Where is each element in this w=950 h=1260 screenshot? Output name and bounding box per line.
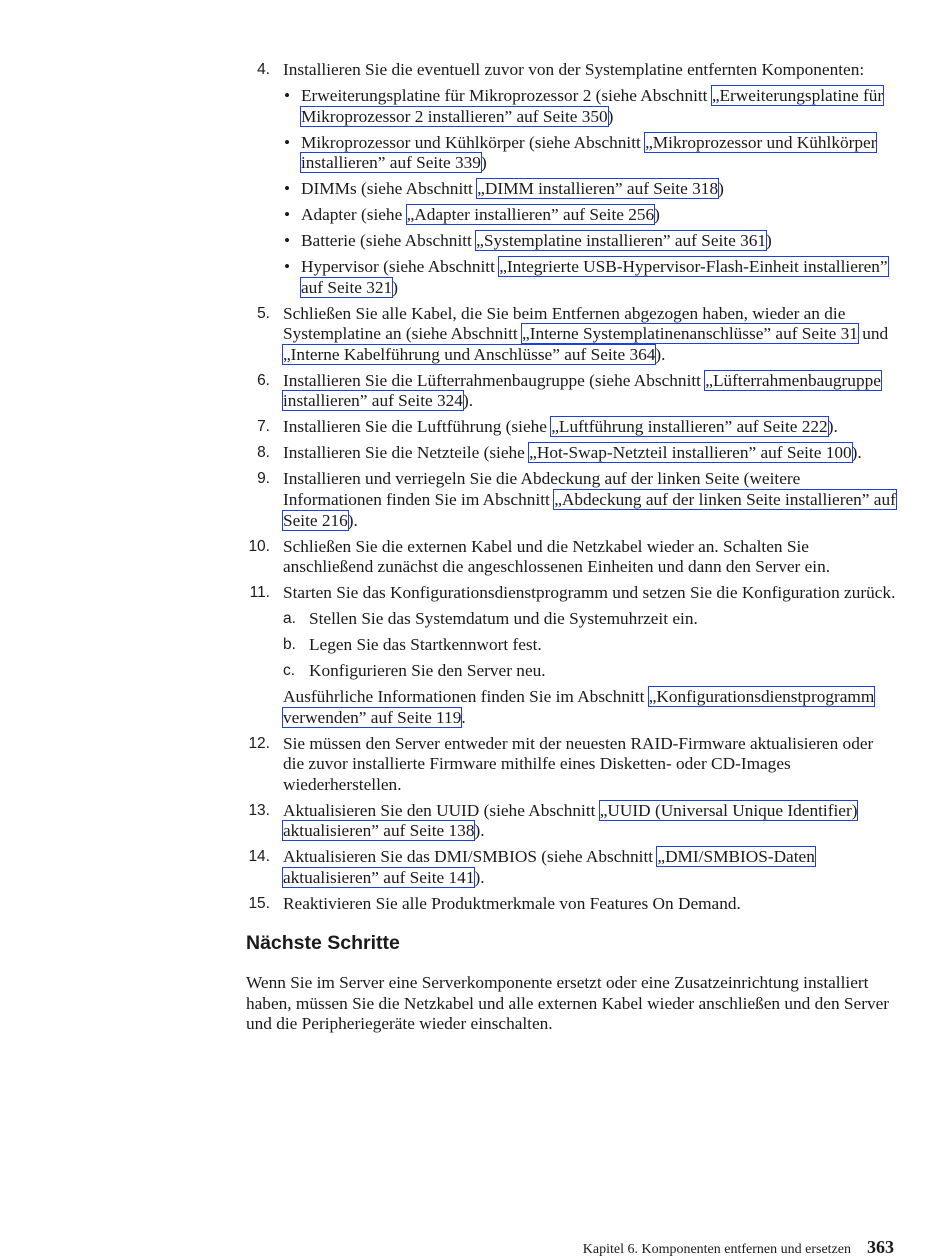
step-text: Reaktivieren Sie alle Produktmerkmale von Features On Demand. xyxy=(283,893,741,913)
step-9 xyxy=(246,469,898,531)
step-text: Installieren und verriegeln Sie die Abdeckung auf der linken Seite (weitere Informationen finden Sie im Abschnitt xyxy=(283,469,801,509)
procedure-steps xyxy=(246,60,898,915)
step-number: 15. xyxy=(248,894,270,912)
substep-mark: a. xyxy=(283,610,296,628)
cross-reference-link[interactable]: „Interne Kabelführung und Anschlüsse” auf Seite 364 xyxy=(283,344,656,364)
step-number: 9. xyxy=(257,470,270,488)
cross-reference-link[interactable]: „Interne Systemplatinenanschlüsse” auf Seite 31 xyxy=(522,324,858,344)
step-13 xyxy=(246,801,898,842)
section-paragraph: Wenn Sie im Server eine Serverkomponente ersetzt oder eine Zusatzeinrichtung installiert haben, müssen Sie die Netzkabel und alle externen Kabel wieder anschließen und den Server und die Peripheriegeräte wieder einschalten. xyxy=(246,973,890,1034)
step-punct: ). xyxy=(347,510,358,530)
item-text: Batterie (siehe Abschnitt xyxy=(301,231,477,251)
cross-reference-link[interactable]: „Lüfterrahmenbaugruppe installieren” auf Seite 324 xyxy=(283,370,881,411)
note-punct: . xyxy=(461,707,466,727)
step-number: 14. xyxy=(248,848,270,866)
item-text: Adapter (siehe xyxy=(301,205,407,225)
step-punct: ). xyxy=(462,391,474,411)
substep-mark: c. xyxy=(283,662,296,680)
substep-text: Stellen Sie das Systemdatum und die Systemuhrzeit ein. xyxy=(309,609,698,629)
step-10 xyxy=(246,537,898,578)
substep xyxy=(283,635,898,656)
step-punct: ). xyxy=(655,344,666,364)
step-text: Aktualisieren Sie den UUID (siehe Abschnitt xyxy=(283,800,600,820)
cross-reference-link[interactable]: „Systemplatine installieren” auf Seite 361 xyxy=(476,231,767,251)
bullet-icon: • xyxy=(284,85,291,105)
list-item xyxy=(283,133,898,174)
list-item xyxy=(283,205,898,226)
step-text: Sie müssen den Server entweder mit der neuesten RAID-Firmware aktualisieren oder die zuvor installierte Firmware mithilfe eines Disketten- oder CD-Images wiederherstellen. xyxy=(283,733,874,794)
bullet-icon: • xyxy=(284,179,291,199)
cross-reference-link[interactable]: „Adapter installieren” auf Seite 256 xyxy=(406,205,655,225)
note-text: Ausführliche Informationen finden Sie im Abschnitt xyxy=(283,687,649,707)
step-text: Installieren Sie die eventuell zuvor von der Systemplatine entfernten Komponenten: xyxy=(283,60,865,79)
substep-mark: b. xyxy=(283,636,296,654)
step-number: 12. xyxy=(248,734,270,752)
cross-reference-link[interactable]: „UUID (Universal Unique Identifier) aktualisieren” auf Seite 138 xyxy=(283,800,858,841)
section-heading: Nächste Schritte xyxy=(246,931,400,954)
bullet-icon: • xyxy=(284,257,291,277)
item-text: Mikroprozessor und Kühlkörper (siehe Abschnitt xyxy=(301,132,646,152)
step-6 xyxy=(246,371,898,412)
cross-reference-link[interactable]: „DMI/SMBIOS-Daten aktualisieren” auf Seite 141 xyxy=(283,847,815,887)
step-text: Schließen Sie die externen Kabel und die Netzkabel wieder an. Schalten Sie anschließend zunächst die angeschlossenen Einheiten und dann den Server ein. xyxy=(283,536,831,577)
step-punct: ). xyxy=(474,868,485,887)
step-4 xyxy=(246,60,898,298)
step-punct: ). xyxy=(851,443,862,463)
step-punct: ). xyxy=(474,821,485,841)
step-15 xyxy=(246,894,898,915)
cross-reference-link[interactable]: „Konfigurationsdienstprogramm verwenden” auf Seite 119 xyxy=(283,687,875,727)
step-12 xyxy=(246,734,898,796)
substep xyxy=(283,609,898,630)
bullet-icon: • xyxy=(284,205,291,225)
cross-reference-link[interactable]: „Hot-Swap-Netzteil installieren” auf Seite 100 xyxy=(529,443,852,463)
item-punct: ) xyxy=(654,205,660,225)
substep-text: Legen Sie das Startkennwort fest. xyxy=(309,635,542,655)
step-number: 8. xyxy=(257,444,270,462)
cross-reference-link[interactable]: „Mikroprozessor und Kühlkörper installieren” auf Seite 339 xyxy=(301,132,877,173)
item-text: DIMMs (siehe Abschnitt xyxy=(301,179,478,199)
step-number: 7. xyxy=(257,418,270,436)
bullet-icon: • xyxy=(284,132,291,152)
step-11 xyxy=(246,583,898,728)
list-item xyxy=(283,179,898,200)
cross-reference-link[interactable]: „Abdeckung auf der linken Seite installieren” auf Seite 216 xyxy=(283,489,896,530)
item-punct: ) xyxy=(392,277,398,297)
step-7 xyxy=(246,417,898,438)
step-number: 10. xyxy=(248,537,270,555)
step-text: Aktualisieren Sie das DMI/SMBIOS (siehe Abschnitt xyxy=(283,847,658,867)
step-number: 11. xyxy=(249,584,270,602)
item-text: Erweiterungsplatine für Mikroprozessor 2 (siehe Abschnitt xyxy=(301,85,712,105)
step-number: 6. xyxy=(257,371,270,389)
step-14 xyxy=(246,847,898,888)
item-punct: ) xyxy=(766,231,772,251)
cross-reference-link[interactable]: „Integrierte USB-Hypervisor-Flash-Einheit installieren” auf Seite 321 xyxy=(301,257,888,297)
substeps xyxy=(283,609,898,682)
page-footer xyxy=(583,1237,894,1258)
step-text: Installieren Sie die Netzteile (siehe xyxy=(283,443,530,463)
item-punct: ) xyxy=(480,153,487,173)
list-item xyxy=(283,231,898,252)
step-text: Starten Sie das Konfigurationsdienstprogramm und setzen Sie die Konfiguration zurück. xyxy=(283,583,896,603)
step-text: Installieren Sie die Luftführung (siehe xyxy=(283,417,552,437)
step-text: Schließen Sie alle Kabel, die Sie beim Entfernen abgezogen haben, wieder an die Systemplatine an (siehe Abschnitt xyxy=(283,303,846,344)
page-number: 363 xyxy=(867,1237,894,1257)
cross-reference-link[interactable]: „Luftführung installieren” auf Seite 222 xyxy=(551,417,828,437)
substep xyxy=(283,661,898,682)
step-text: und xyxy=(857,324,889,344)
bullet-icon: • xyxy=(284,231,291,251)
step-number: 5. xyxy=(257,304,270,322)
item-text: Hypervisor (siehe Abschnitt xyxy=(301,257,500,277)
step-5 xyxy=(246,304,898,366)
chapter-title: Kapitel 6. Komponenten entfernen und ersetzen xyxy=(582,1242,851,1257)
page-content xyxy=(246,60,898,1035)
list-item xyxy=(283,257,898,298)
item-punct: ) xyxy=(607,106,614,126)
step-note xyxy=(283,687,898,728)
item-punct: ) xyxy=(718,179,724,199)
list-item xyxy=(283,86,898,127)
cross-reference-link[interactable]: „DIMM installieren” auf Seite 318 xyxy=(477,179,719,199)
step-number: 13. xyxy=(248,801,270,819)
substep-text: Konfigurieren Sie den Server neu. xyxy=(309,661,546,681)
step-number: 4. xyxy=(257,61,270,78)
step-text: Installieren Sie die Lüfterrahmenbaugruppe (siehe Abschnitt xyxy=(283,370,706,390)
cross-reference-link[interactable]: „Erweiterungsplatine für Mikroprozessor 2 installieren” auf Seite 350 xyxy=(301,85,884,126)
step-8 xyxy=(246,443,898,464)
component-list xyxy=(283,86,898,298)
step-punct: ). xyxy=(827,417,838,437)
